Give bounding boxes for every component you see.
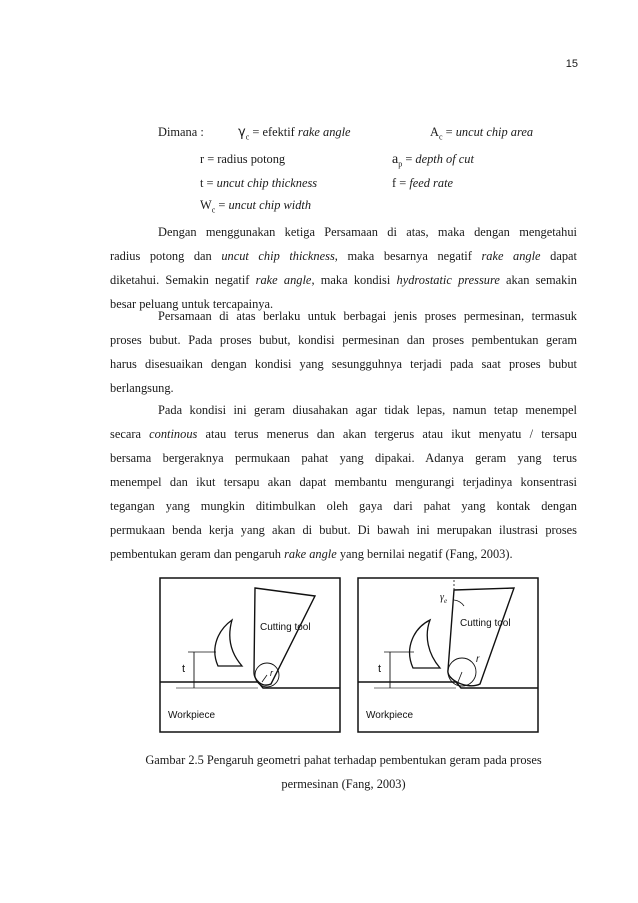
left-workpiece-label: Workpiece (168, 710, 216, 721)
p3-l7a: pembentukan geram dan pengaruh (110, 547, 285, 561)
left-radius-label: r (270, 668, 273, 678)
p1-l3b: rake angle (255, 273, 312, 287)
left-tool-label: Cutting tool (260, 622, 311, 633)
gamma-subscript: c (245, 132, 250, 142)
p3-l2a: secara (110, 427, 150, 441)
p3-line-3: bersama bergeraknya permukaan pahat yang dipakai. Adanya geram yang terus (110, 451, 577, 465)
p3-line-5: tegangan yang mungkin ditimbulkan oleh gaya dari pahat yang kontak dengan (110, 499, 577, 513)
definitions-intro: Dimana : (158, 125, 204, 139)
wc-symbol: W (200, 198, 212, 212)
p1-l2a: radius potong dan (110, 249, 222, 263)
f-def-plain: f = (392, 176, 410, 190)
caption-line-2: permesinan (Fang, 2003) (281, 777, 406, 791)
figure-left-panel (160, 578, 340, 732)
def-t (200, 176, 317, 191)
p1-line-4: besar peluang untuk tercapainya. (110, 297, 274, 311)
right-panel-frame (358, 578, 538, 732)
caption-line-1: Gambar 2.5 Pengaruh geometri pahat terhadap pembentukan geram pada proses (145, 753, 542, 767)
f-def-italic: feed rate (409, 176, 454, 190)
t-def-italic: uncut chip thickness (216, 176, 318, 190)
def-ac (430, 125, 533, 141)
right-thickness-label: t (378, 663, 382, 675)
left-thickness-label: t (182, 663, 186, 675)
t-def-plain: t = (200, 176, 217, 190)
p3-l2b: continous (149, 427, 198, 441)
gamma-def-italic: rake angle (297, 125, 351, 139)
page-number: 15 (565, 58, 578, 70)
def-ap (392, 152, 474, 168)
figure-caption (110, 748, 577, 796)
paragraph-1 (110, 220, 577, 316)
p1-l3a: diketahui. Semakin negatif (110, 273, 256, 287)
p1-l2e: dapat (540, 249, 577, 263)
p3-l2c: atau terus menerus dan akan tergerus atau ikut menyatu / tersapu (197, 427, 577, 441)
wc-subscript: c (211, 205, 216, 215)
p1-line-2 (110, 244, 577, 268)
ac-def-plain: = (442, 125, 456, 139)
ap-def-plain: = (402, 152, 416, 166)
p2-line-3: harus disesuaikan dengan kondisi yang sesungguhnya terjadi pada saat proses bubut (110, 357, 577, 371)
gamma-def-plain: = efektif (249, 125, 298, 139)
ap-symbol: a (392, 152, 399, 167)
p1-l2b: uncut chip thickness (221, 249, 335, 263)
p3-line-4: menempel dan ikut tersapu akan dapat membantu mengurangi terjadinya konsentrasi (110, 475, 577, 489)
p2-line-2: proses bubut. Pada proses bubut, kondisi permesinan dan proses pembentukan geram (110, 333, 577, 347)
right-angle-symbol: γ (440, 592, 444, 603)
p2-line-4: berlangsung. (110, 381, 174, 395)
p1-l3c: , maka kondisi (311, 273, 397, 287)
p1-l2d: rake angle (481, 249, 541, 263)
p3-line-1: Pada kondisi ini geram diusahakan agar tidak lepas, namun tetap menempel (158, 403, 577, 417)
p3-l7b: rake angle (284, 547, 337, 561)
p1-l2c: , maka besarnya negatif (334, 249, 482, 263)
ap-def-italic: depth of cut (415, 152, 474, 166)
p1-line-1: Dengan menggunakan ketiga Persamaan di atas, maka dengan mengetahui (158, 225, 577, 239)
def-f (392, 176, 453, 191)
p3-line-6: permukaan benda kerja yang akan di bubut. Di bawah ini merupakan ilustrasi proses (110, 523, 577, 537)
wc-def-plain: = (215, 198, 229, 212)
p1-line-3 (110, 268, 577, 292)
p1-l3e: akan semakin (499, 273, 577, 287)
def-gamma (238, 125, 351, 141)
paragraph-3 (110, 398, 577, 566)
p3-l7c: yang bernilai negatif (Fang, 2003). (336, 547, 513, 561)
right-angle-subscript: e (443, 597, 448, 605)
right-tool-label: Cutting tool (460, 618, 511, 629)
ac-def-italic: uncut chip area (455, 125, 534, 139)
paragraph-2 (110, 304, 577, 400)
def-wc (200, 198, 311, 214)
right-workpiece-label: Workpiece (366, 710, 414, 721)
p2-line-1: Persamaan di atas berlaku untuk berbagai jenis proses permesinan, termasuk (158, 309, 577, 323)
p1-l3d: hydrostatic pressure (396, 273, 500, 287)
right-radius-label: r (476, 654, 480, 665)
p3-line-2 (110, 422, 577, 446)
gamma-symbol: γ (238, 125, 246, 140)
ap-subscript: p (398, 159, 403, 169)
ac-symbol: A (430, 125, 439, 139)
def-r: r = radius potong (200, 152, 286, 166)
figure-rake-angle (158, 576, 588, 736)
p3-line-7 (110, 542, 577, 566)
wc-def-italic: uncut chip width (228, 198, 312, 212)
ac-subscript: c (438, 132, 443, 142)
figure-right-panel (358, 578, 538, 732)
